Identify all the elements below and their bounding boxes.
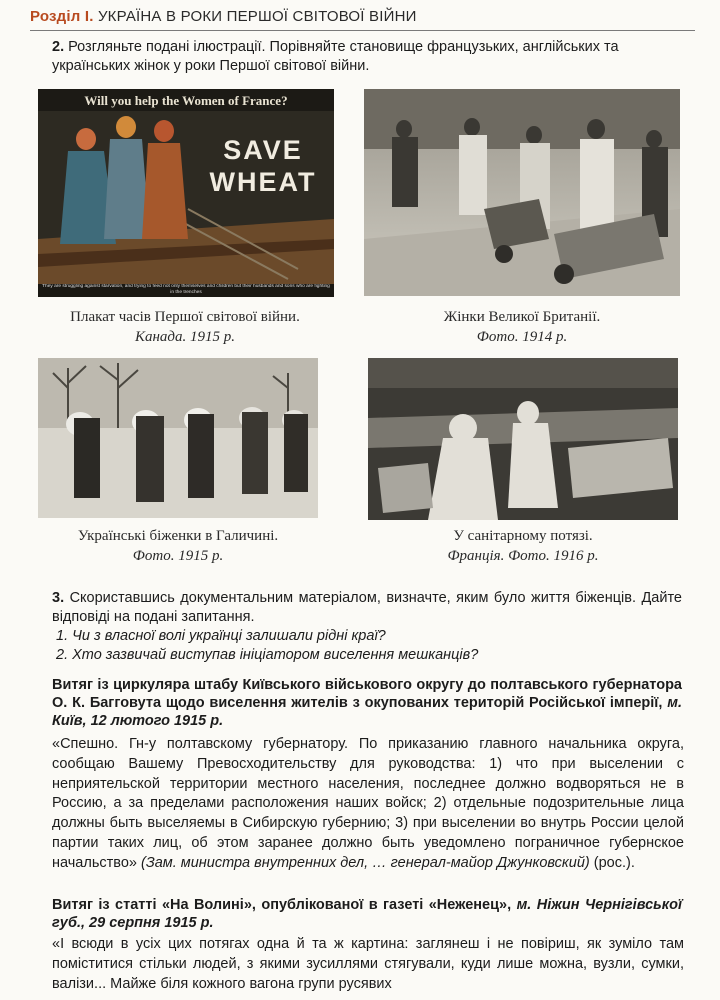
section-label: Розділ І. (30, 8, 94, 25)
figure-4-source: Франція. Фото. 1916 р. (447, 548, 599, 564)
photo-ukrainian-refugees (38, 358, 318, 518)
poster-wheat: WHEAT (209, 167, 317, 197)
doc-2-place-date: м. Ніжин Чернігівської губ., 29 серпня 1915 р. (52, 897, 682, 931)
poster-save-wheat (38, 89, 334, 297)
poster-save: SAVE (223, 135, 303, 165)
doc-2-title (52, 896, 682, 932)
doc-1-place-date: м. Київ, 12 лютого 1915 р. (52, 695, 682, 729)
figure-4-title: У санітарному потязі. (453, 528, 593, 544)
poster-women-illustration (60, 116, 188, 244)
doc-2-quote-text: «І всюди в усіх цих потягах одна й та ж картина: заглянеш і не повіриш, як зуміло там поміститися стільки людей, з якими зусиллями стягували, куди лише можна, вузли, сумки, валізи... Майже біля кожного вагона групи русявих (52, 936, 684, 992)
figure-3-source: Фото. 1915 р. (132, 548, 224, 564)
task-2-text: Розгляньте подані ілюстрації. Порівняйте становище французьких, англійських та українських жінок у роки Першої світової війни. (52, 39, 619, 74)
figure-3-caption (38, 526, 318, 566)
task-2 (52, 38, 682, 76)
photo-british-women (364, 89, 680, 296)
figure-2-title: Жінки Великої Британії. (443, 309, 601, 325)
doc-1-lang: (рос.). (593, 854, 635, 871)
task-3-number: 3. (52, 590, 65, 606)
figure-3-title: Українські біженки в Галичині. (77, 528, 279, 544)
task-3 (52, 589, 682, 665)
doc-1-title (52, 676, 682, 730)
doc-1-attribution: (Зам. министра внутренних дел, … генерал-майор Джунковский) (140, 854, 590, 871)
doc-1-heading: Витяг із циркуляра штабу Київського військового округу до полтавського губернатора О. К. Багговута щодо виселення жителів з окупованих територій Російської імперії, (52, 677, 682, 711)
page-header (30, 6, 695, 31)
poster-bottom-text: They are struggling against starvation, and trying to feed not only themselves and children but their husbands and sons who are fighting in the trenches (42, 284, 330, 295)
doc-1-quote (52, 735, 684, 874)
section-title: УКРАЇНА В РОКИ ПЕРШОЇ СВІТОВОЇ ВІЙНИ (97, 8, 417, 25)
figure-1-source: Канада. 1915 р. (135, 329, 235, 345)
doc-1-quote-text: «Спешно. Гн-у полтавскому губернатору. По приказанию главного начальника округа, сообщаю Вашему Превосходительству для руководства: 1) что при выселении с неприятельской территории местного населения, последнее должно водворяться не в Россию, а за пределами расположения наших войск; 2) отдельные подозрительные лица должны быть выселяемы в Сибирскую губернию; 3) при выселении во внутрь России целой партии таких лиц, об этом заранее должно быть уведомлено пограничное губернское начальство» (52, 736, 684, 871)
photo-sanitary-train (368, 358, 678, 520)
task-2-number: 2. (52, 39, 65, 55)
figure-4-caption (368, 526, 678, 566)
doc-2-quote (52, 935, 684, 994)
poster-top-text: Will you help the Women of France? (84, 93, 288, 108)
figure-2-source: Фото. 1914 р. (476, 329, 568, 345)
figure-2-caption (364, 307, 680, 347)
task-3-question-1: 1. Чи з власної волі українці залишали рідні краї? (56, 628, 386, 644)
doc-2-heading: Витяг із статті «На Волині», опублікованої в газеті «Неженец», (52, 897, 512, 913)
figure-1-title: Плакат часів Першої світової війни. (70, 309, 300, 325)
task-3-text: Скориставшись документальним матеріалом, визначте, яким було життя біженців. Дайте відповіді на подані запитання. (52, 590, 682, 625)
task-3-question-2: 2. Хто зазвичай виступав ініціатором виселення мешканців? (56, 647, 479, 663)
figure-1-caption (30, 307, 340, 347)
